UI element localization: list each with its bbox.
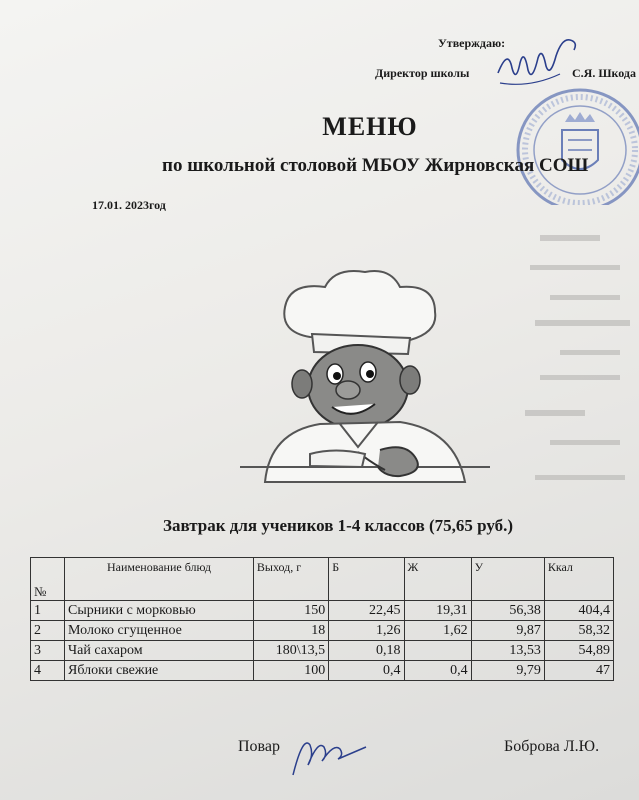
dish-yield: 150 (253, 601, 328, 621)
dish-fat: 0,4 (404, 661, 471, 681)
signature-icon (490, 28, 590, 98)
dish-kcal: 47 (544, 661, 613, 681)
dish-carbs: 56,38 (471, 601, 544, 621)
dish-protein: 0,18 (329, 641, 404, 661)
column-header-dish: Наименование блюд (65, 558, 254, 601)
row-number: 4 (31, 661, 65, 681)
dish-protein: 22,45 (329, 601, 404, 621)
dish-carbs: 9,79 (471, 661, 544, 681)
chef-illustration-icon (240, 262, 490, 487)
director-title: Директор школы (375, 66, 470, 80)
page-title: МЕНЮ (322, 112, 418, 141)
row-number: 1 (31, 601, 65, 621)
dish-name: Молоко сгущенное (65, 621, 254, 641)
cook-signature-icon (288, 725, 368, 780)
dish-name: Чай сахаром (65, 641, 254, 661)
dish-protein: 0,4 (329, 661, 404, 681)
dish-carbs: 9,87 (471, 621, 544, 641)
dish-fat: 1,62 (404, 621, 471, 641)
approve-label: Утверждаю: (438, 36, 506, 50)
row-number: 3 (31, 641, 65, 661)
dish-carbs: 13,53 (471, 641, 544, 661)
breakfast-heading: Завтрак для учеников 1-4 классов (75,65 руб.) (163, 516, 514, 535)
bleed-through-marks (520, 225, 639, 525)
dish-kcal: 404,4 (544, 601, 613, 621)
table-row (31, 661, 614, 681)
cook-name: Боброва Л.Ю. (504, 738, 600, 755)
dish-fat (404, 641, 471, 661)
column-header-number: № (31, 558, 65, 601)
page-subtitle: по школьной столовой МБОУ Жирновская СОШ (162, 155, 589, 176)
table-row (31, 621, 614, 641)
column-header-kcal: Ккал (544, 558, 613, 601)
table-row (31, 601, 614, 621)
dish-yield: 18 (253, 621, 328, 641)
column-header-yield: Выход, г (253, 558, 328, 601)
row-number: 2 (31, 621, 65, 641)
dish-kcal: 54,89 (544, 641, 613, 661)
dish-yield: 180\13,5 (253, 641, 328, 661)
menu-date: 17.01. 2023год (92, 198, 166, 212)
dish-name: Яблоки свежие (65, 661, 254, 681)
dish-kcal: 58,32 (544, 621, 613, 641)
column-header-fat: Ж (404, 558, 471, 601)
menu-table (30, 557, 614, 681)
dish-protein: 1,26 (329, 621, 404, 641)
dish-name: Сырники с морковью (65, 601, 254, 621)
column-header-protein: Б (329, 558, 404, 601)
table-header-row (31, 558, 614, 601)
table-row (31, 641, 614, 661)
column-header-carbs: У (471, 558, 544, 601)
cook-label: Повар (238, 738, 280, 755)
dish-yield: 100 (253, 661, 328, 681)
dish-fat: 19,31 (404, 601, 471, 621)
director-name: С.Я. Шкода (572, 66, 636, 80)
